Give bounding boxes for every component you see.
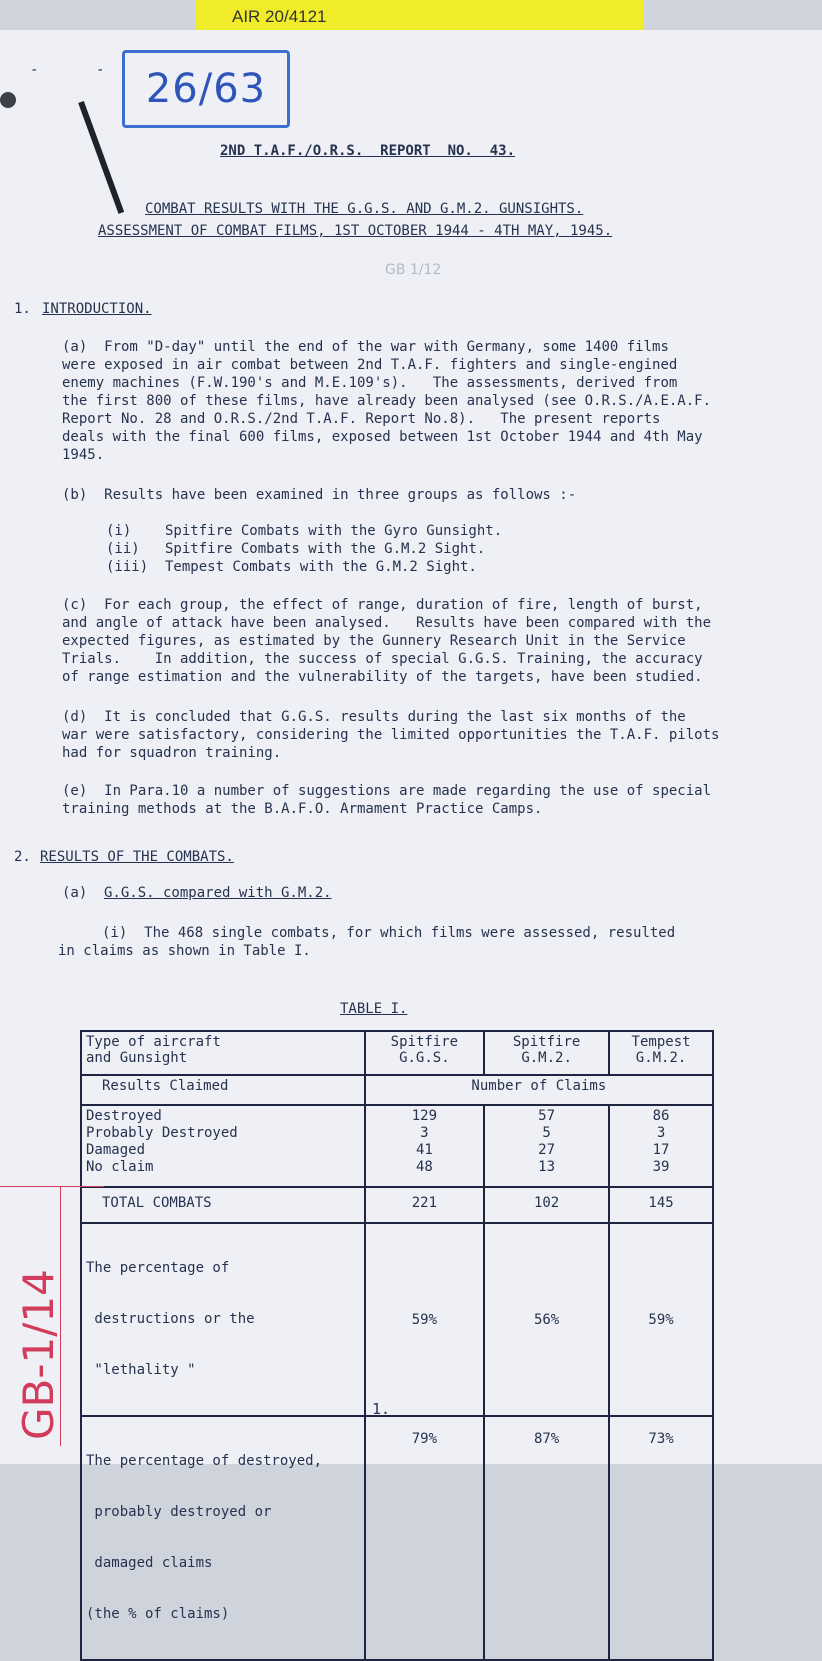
text-line: the first 800 of these films, have already been analysed (see O.R.S./A.E.A.F. xyxy=(62,393,712,409)
total-label-cell: TOTAL COMBATS xyxy=(81,1187,365,1223)
total-cell-col1: 221 xyxy=(365,1187,484,1223)
text-line: (e) In Para.10 a number of suggestions are made regarding the use of special xyxy=(62,783,712,799)
claims-values-col2 xyxy=(484,1105,609,1187)
cell-line: The percentage of destroyed, xyxy=(86,1453,323,1469)
cell-value: 13 xyxy=(538,1159,556,1175)
cell-line: Probably Destroyed xyxy=(86,1125,238,1141)
lethality-cell-col3: 59% xyxy=(609,1223,713,1416)
list-item: (iii) Tempest Combats with the G.M.2 Sight. xyxy=(106,559,477,575)
text-line: of range estimation and the vulnerability of the targets, have been studied. xyxy=(62,669,703,685)
section-1b-intro: (b) Results have been examined in three groups as follows :- xyxy=(62,487,577,503)
cell-line: G.G.S. xyxy=(399,1050,450,1066)
report-subtitle-1: COMBAT RESULTS WITH THE G.G.S. AND G.M.2. GUNSIGHTS. xyxy=(145,201,584,217)
header-cell-col2 xyxy=(484,1031,609,1075)
cell-line: "lethality " xyxy=(86,1362,196,1378)
text-line: 1945. xyxy=(62,447,105,463)
archive-reference-label: AIR 20/4121 xyxy=(196,0,644,34)
lethality-label-cell xyxy=(81,1223,365,1416)
section-1-number: 1. xyxy=(14,301,31,317)
text-line: (a) From "D-day" until the end of the war with Germany, some 1400 films xyxy=(62,339,669,355)
text-line: in claims as shown in Table I. xyxy=(58,943,311,959)
header-cell-type xyxy=(81,1031,365,1075)
table-header-row xyxy=(81,1031,713,1075)
text-line: (i) The 468 single combats, for which films were assessed, resulted xyxy=(102,925,676,941)
section-1-heading: INTRODUCTION. xyxy=(42,301,152,317)
cell-line: Type of aircraft xyxy=(86,1034,221,1050)
cell-value: 57 xyxy=(538,1108,556,1124)
cell-line: Damaged xyxy=(86,1142,146,1158)
page-number: 1. xyxy=(372,1400,391,1418)
cell-line: G.M.2. xyxy=(521,1050,572,1066)
number-of-claims-cell: Number of Claims xyxy=(365,1075,713,1105)
pencil-annotation: GB 1/12 xyxy=(385,262,442,278)
claims-pct-cell-col1: 79% xyxy=(365,1416,484,1660)
claims-table xyxy=(80,1030,714,1661)
cell-value: 39 xyxy=(652,1159,670,1175)
cell-line: Tempest xyxy=(631,1034,691,1050)
table-claims-pct-row xyxy=(81,1416,713,1660)
cell-value: 86 xyxy=(652,1108,670,1124)
total-cell-col2: 102 xyxy=(484,1187,609,1223)
cell-value: 3 xyxy=(420,1125,429,1141)
cell-line: probably destroyed or xyxy=(86,1504,272,1520)
claims-pct-cell-col3: 73% xyxy=(609,1416,713,1660)
total-cell-col3: 145 xyxy=(609,1187,713,1223)
punch-hole xyxy=(0,92,16,108)
archive-side-mark xyxy=(6,1240,68,1440)
cell-value: 129 xyxy=(411,1108,438,1124)
report-title: 2ND T.A.F./O.R.S. REPORT NO. 43. xyxy=(220,143,516,159)
text-line: enemy machines (F.W.190's and M.E.109's). The assessments, derived from xyxy=(62,375,678,391)
cell-line: No claim xyxy=(86,1159,154,1175)
claims-pct-cell-col2: 87% xyxy=(484,1416,609,1660)
text-line: expected figures, as estimated by the Gunnery Research Unit in the Service xyxy=(62,633,686,649)
table-subheader-row xyxy=(81,1075,713,1105)
text-line: deals with the final 600 films, exposed between 1st October 1944 and 4th May xyxy=(62,429,703,445)
table-lethality-row xyxy=(81,1223,713,1416)
cell-line: Spitfire xyxy=(512,1034,581,1050)
header-cell-col3 xyxy=(609,1031,713,1075)
cell-value: 48 xyxy=(415,1159,433,1175)
list-item: (i) Spitfire Combats with the Gyro Gunsight. xyxy=(106,523,503,539)
text-line: (c) For each group, the effect of range, duration of fire, length of burst, xyxy=(62,597,703,613)
section-2-number: 2. xyxy=(14,849,31,865)
table-total-row xyxy=(81,1187,713,1223)
report-subtitle-2: ASSESSMENT OF COMBAT FILMS, 1ST OCTOBER 1944 - 4TH MAY, 1945. xyxy=(98,223,613,239)
archive-side-mark-text: GB-1/14 xyxy=(14,1269,63,1440)
cell-line: destructions or the xyxy=(86,1311,255,1327)
claims-values-col1 xyxy=(365,1105,484,1187)
text-line: and angle of attack have been analysed. Results have been compared with the xyxy=(62,615,712,631)
cell-value: 41 xyxy=(415,1142,433,1158)
text-line: Trials. In addition, the success of special G.G.S. Training, the accuracy xyxy=(62,651,703,667)
section-2a-heading: G.G.S. compared with G.M.2. xyxy=(104,885,332,901)
cell-value: 17 xyxy=(652,1142,670,1158)
text-line: were exposed in air combat between 2nd T.A.F. fighters and single-engined xyxy=(62,357,678,373)
cell-value: 5 xyxy=(542,1125,551,1141)
table-claims-row xyxy=(81,1105,713,1187)
text-line: had for squadron training. xyxy=(62,745,282,761)
lethality-cell-col1: 59% xyxy=(365,1223,484,1416)
text-line: Report No. 28 and O.R.S./2nd T.A.F. Report No.8). The present reports xyxy=(62,411,661,427)
text-line: training methods at the B.A.F.O. Armament Practice Camps. xyxy=(62,801,543,817)
cell-line: Spitfire xyxy=(390,1034,459,1050)
reference-stamp: 26/63 xyxy=(122,50,290,128)
corner-dash: - xyxy=(30,62,39,78)
section-2-heading: RESULTS OF THE COMBATS. xyxy=(40,849,234,865)
cell-value: 3 xyxy=(656,1125,666,1141)
table-title: TABLE I. xyxy=(340,1001,408,1017)
results-claimed-cell: Results Claimed xyxy=(81,1075,365,1105)
header-cell-col1 xyxy=(365,1031,484,1075)
cell-line: The percentage of xyxy=(86,1260,230,1276)
cell-line: damaged claims xyxy=(86,1555,213,1571)
list-item: (ii) Spitfire Combats with the G.M.2 Sight. xyxy=(106,541,486,557)
claims-label-cell xyxy=(81,1105,365,1187)
corner-dash: - xyxy=(96,62,105,78)
cell-line: Destroyed xyxy=(86,1108,162,1124)
claims-pct-label-cell xyxy=(81,1416,365,1660)
section-2a-label: (a) xyxy=(62,885,88,901)
archive-mark-line xyxy=(0,1186,104,1187)
cell-line: and Gunsight xyxy=(86,1050,188,1066)
cell-line: G.M.2. xyxy=(635,1050,687,1066)
cell-line: (the % of claims) xyxy=(86,1606,230,1622)
text-line: (d) It is concluded that G.G.S. results during the last six months of the xyxy=(62,709,686,725)
claims-values-col3 xyxy=(609,1105,713,1187)
cell-value: 27 xyxy=(538,1142,556,1158)
lethality-cell-col2: 56% xyxy=(484,1223,609,1416)
text-line: war were satisfactory, considering the limited opportunities the T.A.F. pilots xyxy=(62,727,720,743)
